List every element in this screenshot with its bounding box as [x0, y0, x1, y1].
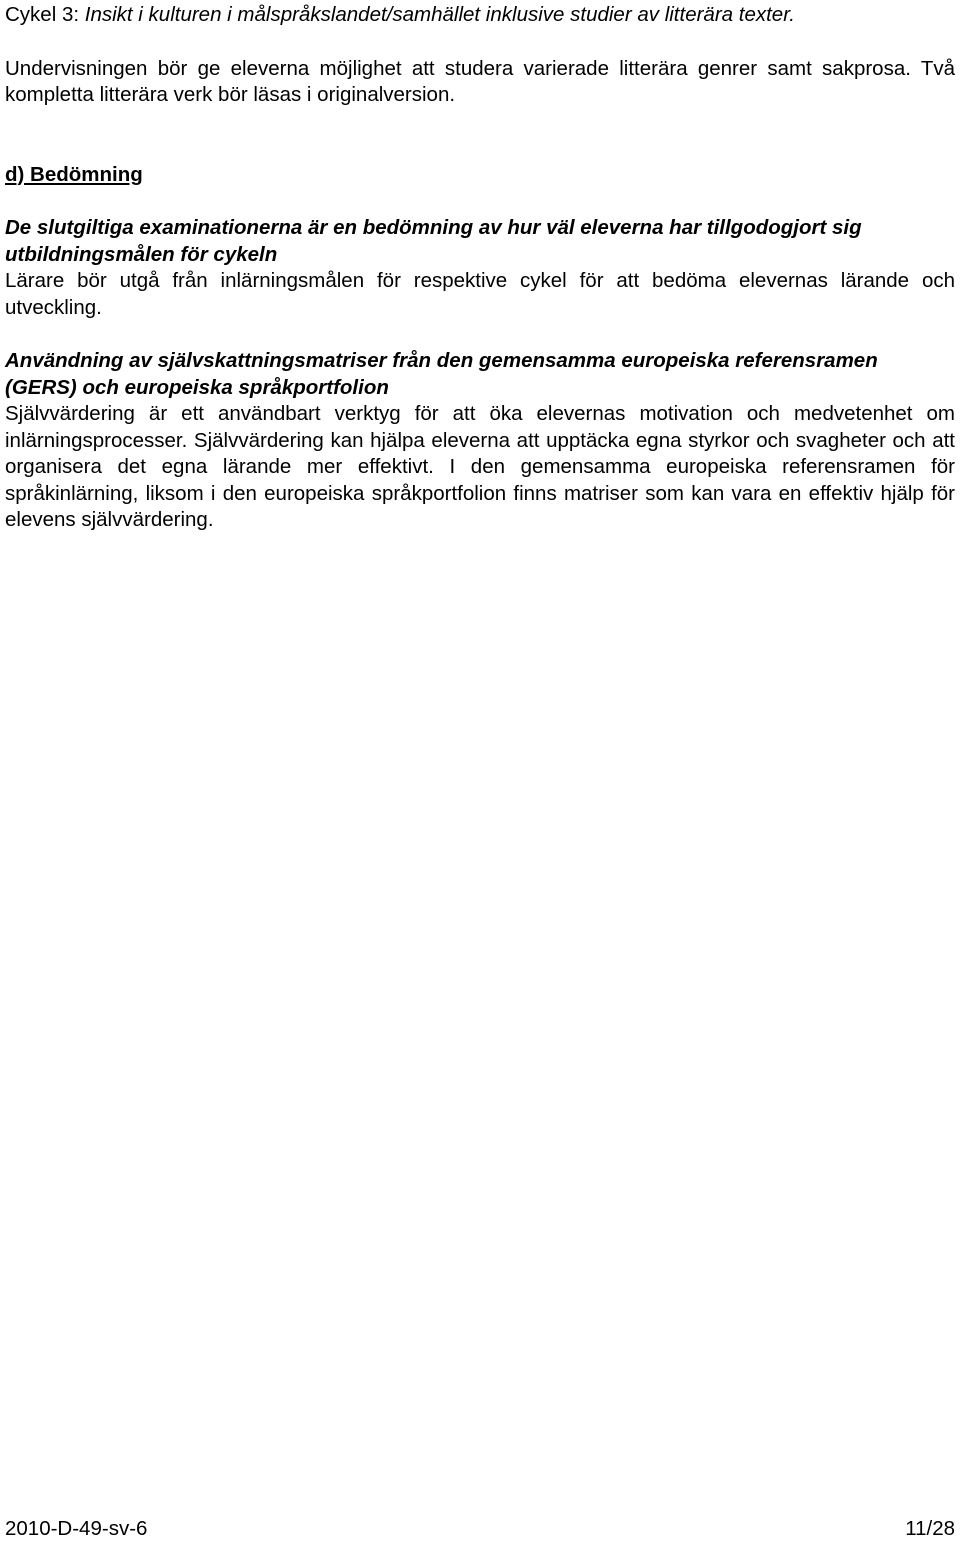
cycle-heading — [5, 2, 955, 29]
section-heading: d) Bedömning — [5, 162, 143, 186]
subsection-body-self-assessment: Självvärdering är ett användbart verktyg för att öka elevernas motivation och medvetenhet om inlärningsprocesser. Självvärdering kan hjälpa eleverna att upptäcka egna styrkor och svagheter och att organisera det egna lärande mer effektivt. I den gemensamma europeiska referensramen för språkinlärning, liksom i den europeiska språkportfolion finns matriser som kan vara en effektiv hjälp för elevens självvärdering. — [5, 402, 955, 531]
cycle-heading-prefix: Cykel 3: — [5, 3, 85, 26]
cycle-heading-title: Insikt i kulturen i målspråkslandet/samhället inklusive studier av litterära texter. — [84, 3, 795, 26]
subsection-title-examinations: De slutgiltiga examinationerna är en bedömning av hur väl eleverna har tillgodogjort sig utbildningsmålen för cykeln — [5, 216, 862, 266]
subsection-body-examinations: Lärare bör utgå från inlärningsmålen för respektive cykel för att bedöma elevernas lärande och utveckling. — [5, 269, 955, 319]
document-page — [5, 2, 955, 534]
page-footer — [5, 1516, 955, 1543]
footer-page-number: 11/28 — [905, 1517, 955, 1540]
footer-doc-code: 2010-D-49-sv-6 — [5, 1517, 148, 1540]
cycle-paragraph: Undervisningen bör ge eleverna möjlighet att studera varierade litterära genrer samt sakprosa. Två kompletta litterära verk bör läsas i originalversion. — [5, 56, 955, 106]
subsection-title-self-assessment: Användning av självskattningsmatriser från den gemensamma europeiska referensramen (GERS) och europeiska språkportfolion — [5, 349, 878, 399]
